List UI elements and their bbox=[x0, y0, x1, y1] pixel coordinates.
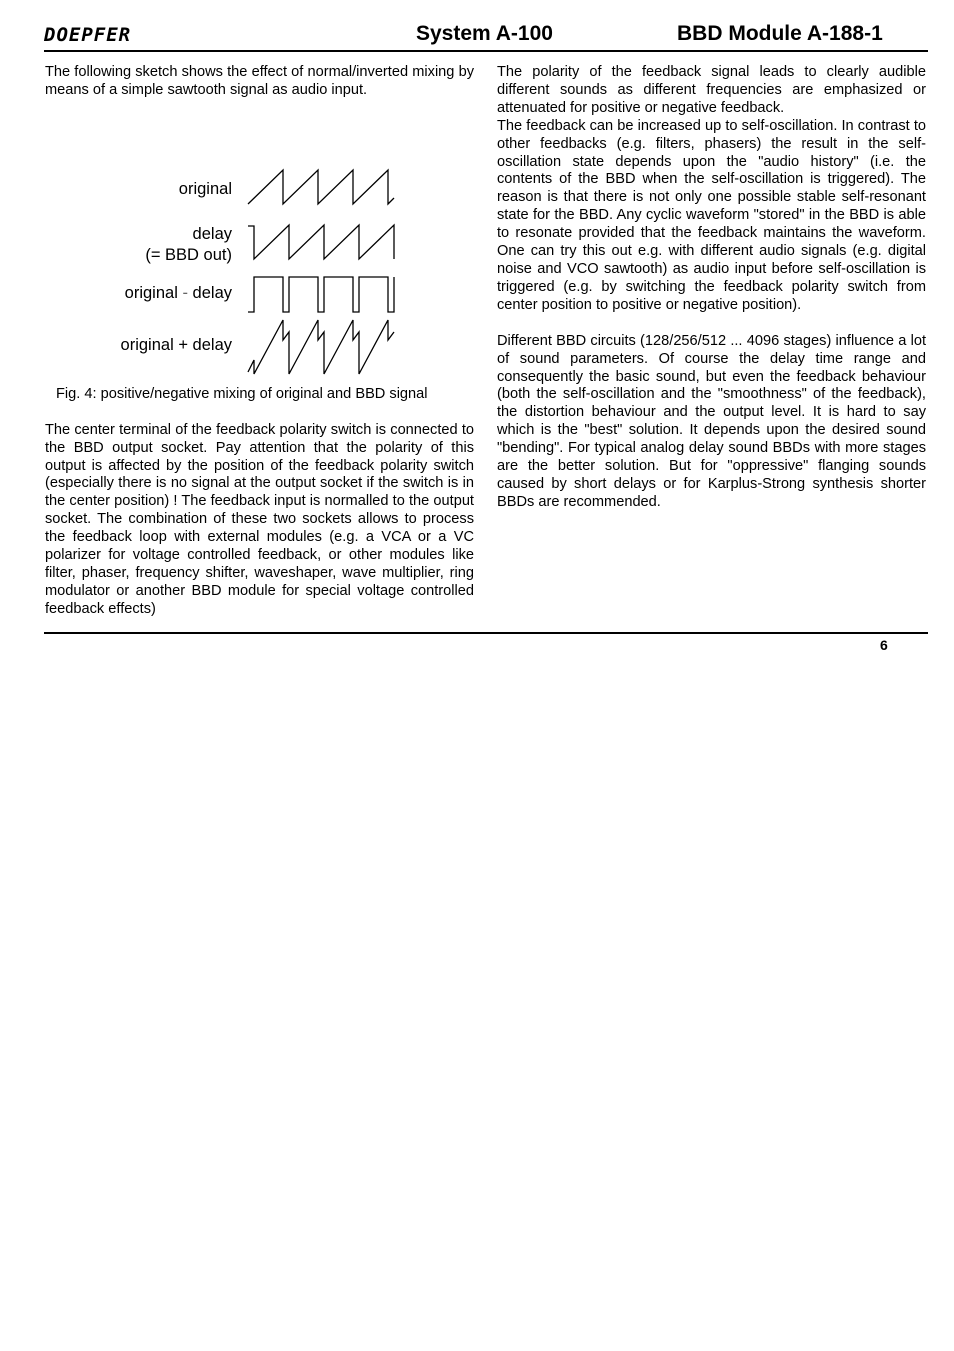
figure-4 bbox=[45, 122, 474, 386]
feedback-terminal-paragraph: The center terminal of the feedback polarity switch is connected to the BBD output socket. Pay attention that the polarity of this output is affected by the position of the feedback polarity switch (especially there is no signal at the output socket if the switch is in the center position) ! The feedback input is normalled to the output socket. The combination of these two sockets allows to process the feedback loop with external modules (e.g. a VCA or a VC polarizer for voltage controlled feedback, or other modules like filter, phaser, frequency shifter, waveshaper, wave multiplier, ring modulator or another BBD module for special voltage controlled feedback effects) bbox=[45, 421, 474, 617]
module-title: BBD Module A-188-1 bbox=[677, 22, 883, 45]
label-delay: delay bbox=[192, 224, 232, 243]
bbd-circuits-paragraph: Different BBD circuits (128/256/512 ... 4096 stages) influence a lot of sound parameters. Of course the delay time range and consequently the basic sound, but even the feedback behaviour (both the self-oscillation and the "smoothness" of the feedback), the distortion behaviour and the output level. It is hard to say which is the "best" solution. It depends upon the desired sound "bending". For typical analog delay sound BBDs with more stages are the better solution. But for "oppressive" flanging sounds caused by short delays or for Karplus-Strong synthesis shorter BBDs are recommended. bbox=[497, 332, 926, 510]
right-column bbox=[497, 64, 926, 512]
doepfer-logo: DOEPFER bbox=[44, 24, 132, 46]
label-original-plus-delay: original + delay bbox=[120, 335, 232, 354]
label-original-minus-delay: original - delay bbox=[124, 283, 232, 302]
self-oscillation-paragraph: The feedback can be increased up to self-oscillation. In contrast to other feedbacks (e.g. filters, phasers) the result in the self-oscillation state depends upon the "audio history" (i.e. the contents of the BBD when the self-oscillation is triggered). The reason is that there is not only one possible stable self-resonant state for the BBD. Any cyclic waveform "stored" in the BBD is able to resonate provided that the feedback maintains the waveform. One can try this out e.g. with different audio signals (e.g. digital noise and VCO sawtooth) as audio input before self-oscillation is triggered (e.g. by switching the feedback polarity switch from center position to positive or negative position). bbox=[497, 117, 926, 313]
page-header bbox=[44, 22, 928, 52]
waveform-original bbox=[248, 170, 394, 204]
waveform-delay bbox=[248, 225, 394, 259]
intro-paragraph: The following sketch shows the effect of normal/inverted mixing by means of a simple sawtooth signal as audio input. bbox=[45, 64, 474, 98]
polarity-paragraph: The polarity of the feedback signal leads to clearly audible different sounds as different frequencies are emphasized or attenuated for positive or negative feedback. bbox=[497, 64, 926, 116]
left-column bbox=[45, 64, 474, 619]
figure-caption: Fig. 4: positive/negative mixing of original and BBD signal bbox=[56, 385, 428, 402]
page-number: 6 bbox=[880, 637, 888, 653]
waveform-sketch bbox=[45, 122, 474, 386]
label-original: original bbox=[178, 179, 232, 198]
footer-divider bbox=[44, 632, 928, 634]
system-title: System A-100 bbox=[416, 22, 553, 45]
waveform-original-minus-delay bbox=[248, 277, 394, 312]
label-bbd-out: (= BBD out) bbox=[145, 245, 232, 264]
waveform-original-plus-delay bbox=[248, 320, 394, 374]
